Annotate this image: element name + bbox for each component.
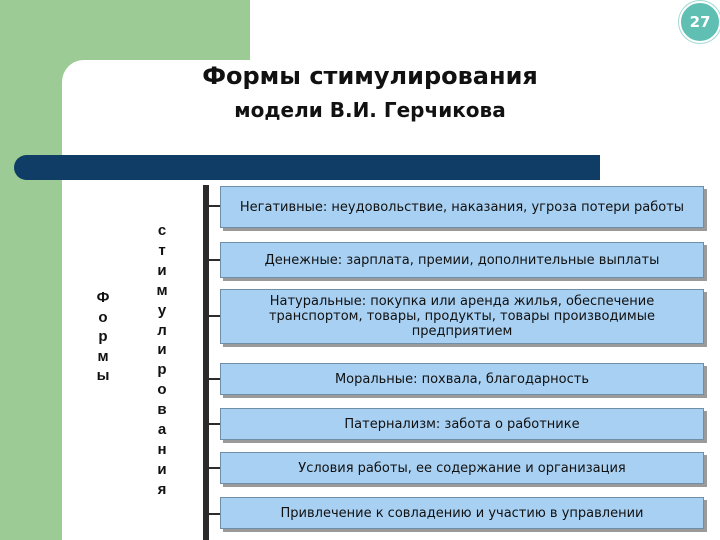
vertical-label-stimulirovaniya-letter: с — [157, 222, 167, 239]
form-box-working-conditions: Условия работы, ее содержание и организация — [220, 452, 704, 484]
vertical-label-stimulirovaniya-letter: я — [157, 480, 167, 498]
vertical-label-stimulirovaniya-letter: в — [157, 401, 167, 419]
vertical-label-stimulirovaniya-letter: н — [157, 440, 167, 458]
vertical-label-stimulirovaniya-letter: т — [158, 241, 166, 259]
form-box-negative: Негативные: неудовольствие, наказания, угроза потери работы — [220, 186, 704, 228]
vertical-label-stimulirovaniya — [153, 221, 171, 500]
form-box-monetary: Денежные: зарплата, премии, дополнительные выплаты — [220, 242, 704, 278]
page-title: Формы стимулирования — [202, 62, 538, 90]
bracket-line — [203, 185, 209, 540]
vertical-label-formy — [94, 288, 112, 386]
vertical-label-stimulirovaniya-letter: м — [156, 281, 168, 299]
vertical-label-formy-letter: ы — [96, 367, 110, 384]
page-subtitle: модели В.И. Герчикова — [234, 98, 506, 122]
vertical-label-stimulirovaniya-letter: у — [157, 301, 167, 319]
vertical-label-stimulirovaniya-letter: а — [157, 421, 167, 439]
vertical-label-stimulirovaniya-letter: р — [157, 361, 167, 379]
title-underline-bar — [14, 155, 600, 180]
vertical-label-stimulirovaniya-letter: и — [157, 261, 167, 279]
form-box-natural: Натуральные: покупка или аренда жилья, обеспечение транспортом, товары, продукты, товары производимые предприятием — [220, 289, 704, 344]
vertical-label-stimulirovaniya-letter: и — [157, 460, 167, 478]
form-box-co-ownership: Привлечение к совладению и участию в управлении — [220, 497, 704, 529]
vertical-label-stimulirovaniya-letter: и — [157, 341, 167, 359]
form-box-moral: Моральные: похвала, благодарность — [220, 363, 704, 395]
vertical-label-formy-letter: р — [98, 328, 108, 345]
vertical-label-stimulirovaniya-letter: о — [157, 381, 167, 399]
form-box-paternalism: Патернализм: забота о работнике — [220, 408, 704, 440]
page-number-badge: 27 — [679, 1, 720, 43]
vertical-label-formy-letter: м — [97, 347, 109, 365]
vertical-label-formy-letter: Ф — [96, 289, 110, 306]
vertical-label-stimulirovaniya-letter: л — [157, 321, 167, 339]
vertical-label-formy-letter: о — [98, 308, 108, 326]
